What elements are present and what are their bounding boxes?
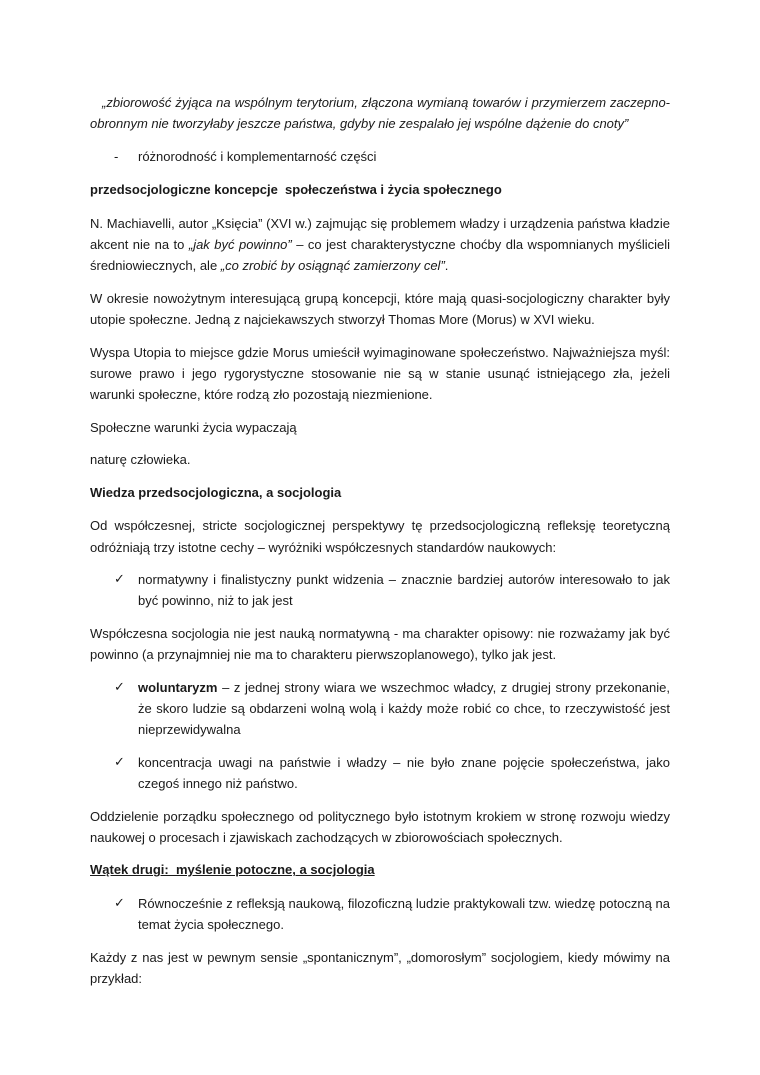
dash-list-item (90, 146, 670, 167)
checkmark-icon: ✓ (114, 679, 125, 695)
check-list-item-voluntarism (90, 677, 670, 741)
machiavelli-italic-2: „co zrobić by osiągnąć zamierzony cel” (220, 258, 445, 274)
descriptive-paragraph: Współczesna socjologia nie jest nauką normatywną - ma charakter opisowy: nie rozważamy jak być powinno (a przynajmniej nie ma to charakteru pierwszoplanowego), tylko jak jest. (90, 625, 670, 663)
machiavelli-text-1: N. Machiavelli, autor „Księcia” (XVI w.) zajmując się problemem władzy i urządzenia państwa kładzie akcent nie na to (90, 215, 670, 253)
checkmark-icon: ✓ (114, 571, 125, 587)
heading-knowledge: Wiedza przedsocjologiczna, a socjologia (90, 484, 342, 500)
heading-second-thread: Wątek drugi: myślenie potoczne, a socjologia (90, 862, 375, 878)
check-list-item-common-knowledge (90, 893, 670, 936)
machiavelli-text-3: . (444, 258, 449, 274)
check-list-item-state-focus (90, 752, 670, 795)
check-item-text: normatywny i finalistyczny punkt widzenia – znacznie bardziej autorów interesowało to jak być powinno, niż to jak jest (138, 571, 670, 609)
perspective-paragraph: Od współczesnej, stricte socjologicznej perspektywy tę przedsocjologiczną refleksję teoretyczną odróżniają trzy istotne cechy – wyróżniki współczesnych standardów naukowych: (90, 518, 670, 555)
check-item-text: Równocześnie z refleksją naukową, filozoficzną ludzie praktykowali tzw. wiedzę potoczną na temat życia społecznego. (138, 895, 670, 933)
everyone-paragraph: Każdy z nas jest w pewnym sensie „spontanicznym”, „domorosłym” socjologiem, kiedy mówimy na przykład: (90, 949, 670, 986)
dash-item-text: różnorodność i komplementarność części (138, 148, 377, 164)
quote-paragraph: „zbiorowość żyjąca na wspólnym terytorium, złączona wymianą towarów i przymierzem zaczepno-obronnym nie tworzyłaby jeszcze państwa, gdyby nie zespalało jej wspólne dążenie do cnoty” (90, 95, 670, 132)
check-item-text: koncentracja uwagi na państwie i władzy – nie było znane pojęcie społeczeństwa, jako czegoś innego niż państwo. (138, 754, 670, 792)
check-list-item-normative (90, 569, 670, 612)
checkmark-icon: ✓ (114, 754, 125, 770)
machiavelli-text-2: – co jest charakterystyczne choćby dla wspomnianych myślicieli średniowiecznych, ale (90, 237, 671, 274)
check-item-text: – z jednej strony wiara we wszechmoc władcy, z drugiej strony przekonanie, że skoro ludzie są obdarzeni wolną wolą i każdy może robić co chce, to rzeczywistość jest nieprzewidywalna (138, 679, 670, 738)
check-item-bold-term: woluntaryzm (138, 679, 218, 695)
utopia-intro-paragraph: W okresie nowożytnym interesującą grupą koncepcji, które mają quasi-socjologiczny charakter były utopie społeczne. Jedną z najciekawszych stworzył Thomas More (Morus) w XVI wieku. (90, 290, 670, 328)
document-body (90, 92, 670, 1000)
utopia-paragraph: Wyspa Utopia to miejsce gdzie Morus umieścił wyimaginowane społeczeństwo. Najważniejsza myśl: surowe prawo i jego rygorystyczne stosowanie nie są w stanie usunąć istniejącego zła, jeżeli warunki społeczne, które rodzą zło pozostają niezmienione. (90, 344, 670, 403)
conditions-paragraph: Społeczne warunki życia wypaczają (90, 419, 297, 435)
machiavelli-italic-1: „jak być powinno” (188, 237, 292, 253)
nature-paragraph: naturę człowieka. (90, 452, 191, 468)
checkmark-icon: ✓ (114, 895, 125, 911)
heading-preso-concepts: przedsocjologiczne koncepcje społeczeństwa i życia społecznego (90, 182, 502, 198)
separation-paragraph: Oddzielenie porządku społecznego od politycznego było istotnym krokiem w stronę rozwoju wiedzy naukowej o procesach i zjawiskach zachodzących w zbiorowościach społecznych. (90, 808, 670, 845)
dash-marker: - (114, 148, 119, 164)
machiavelli-paragraph (90, 213, 670, 277)
